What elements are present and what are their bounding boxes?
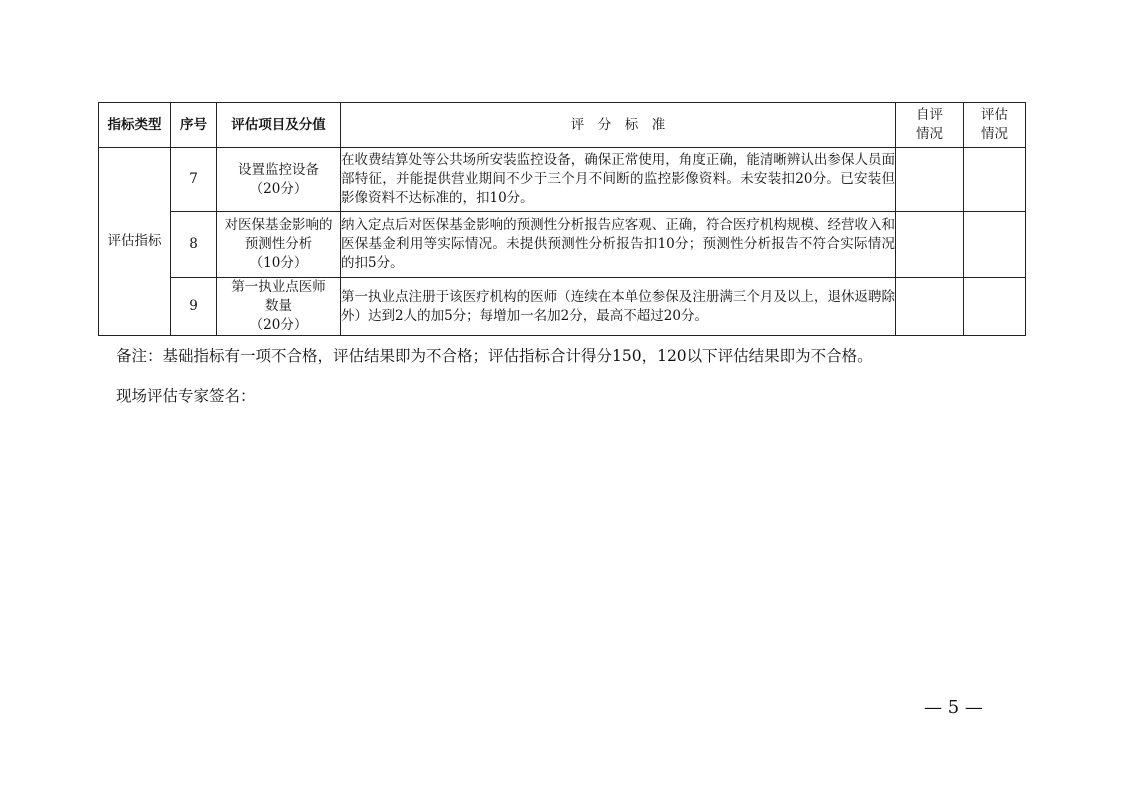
criteria-cell: 第一执业点注册于该医疗机构的医师（连续在本单位参保及注册满三个月及以上，退休返聘除外）达到2人的加5分；每增加一名加2分，最高不超过20分。 bbox=[341, 278, 896, 336]
item-cell bbox=[217, 212, 341, 278]
expert-signature-label: 现场评估专家签名： bbox=[116, 387, 256, 405]
indicator-type-cell: 评估指标 bbox=[99, 148, 171, 336]
header-assessment: 评估情况 bbox=[964, 103, 1026, 148]
serial-number-cell: 8 bbox=[171, 212, 217, 278]
item-name: 第一执业点医师数量 bbox=[231, 279, 326, 314]
header-item-and-score: 评估项目及分值 bbox=[217, 103, 341, 148]
header-self-evaluation: 自评情况 bbox=[896, 103, 964, 148]
table-header-row bbox=[99, 103, 1026, 148]
serial-number-cell: 9 bbox=[171, 278, 217, 336]
criteria-cell: 纳入定点后对医保基金影响的预测性分析报告应客观、正确，符合医疗机构规模、经营收入和医保基金利用等实际情况。未提供预测性分析报告扣10分；预测性分析报告不符合实际情况的扣5分。 bbox=[341, 212, 896, 278]
self-evaluation-cell bbox=[896, 212, 964, 278]
item-score: （10分） bbox=[249, 255, 308, 271]
table-row bbox=[99, 278, 1026, 336]
assessment-cell bbox=[964, 278, 1026, 336]
serial-number-cell: 7 bbox=[171, 148, 217, 212]
assessment-cell bbox=[964, 212, 1026, 278]
header-serial-number: 序号 bbox=[171, 103, 217, 148]
self-evaluation-cell bbox=[896, 148, 964, 212]
criteria-cell: 在收费结算处等公共场所安装监控设备，确保正常使用，角度正确，能清晰辨认出参保人员面部特征，并能提供营业期间不少于三个月不间断的监控影像资料。未安装扣20分。已安装但影像资料不达标准的，扣10分。 bbox=[341, 148, 896, 212]
self-evaluation-cell bbox=[896, 278, 964, 336]
item-cell bbox=[217, 278, 341, 336]
item-score: （20分） bbox=[249, 180, 308, 197]
header-scoring-criteria: 评 分 标 准 bbox=[341, 103, 896, 148]
page-number: — 5 — bbox=[924, 697, 983, 718]
item-name: 设置监控设备 bbox=[238, 161, 319, 178]
item-name: 对医保基金影响的预测性分析 bbox=[224, 217, 333, 252]
table-row bbox=[99, 148, 1026, 212]
item-cell bbox=[217, 148, 341, 212]
header-indicator-type: 指标类型 bbox=[99, 103, 171, 148]
item-score: （20分） bbox=[249, 317, 308, 333]
remarks-note: 备注：基础指标有一项不合格，评估结果即为不合格；评估指标合计得分150，120以下评估结果即为不合格。 bbox=[116, 347, 873, 365]
assessment-cell bbox=[964, 148, 1026, 212]
evaluation-table bbox=[98, 102, 1026, 336]
table-row bbox=[99, 212, 1026, 278]
